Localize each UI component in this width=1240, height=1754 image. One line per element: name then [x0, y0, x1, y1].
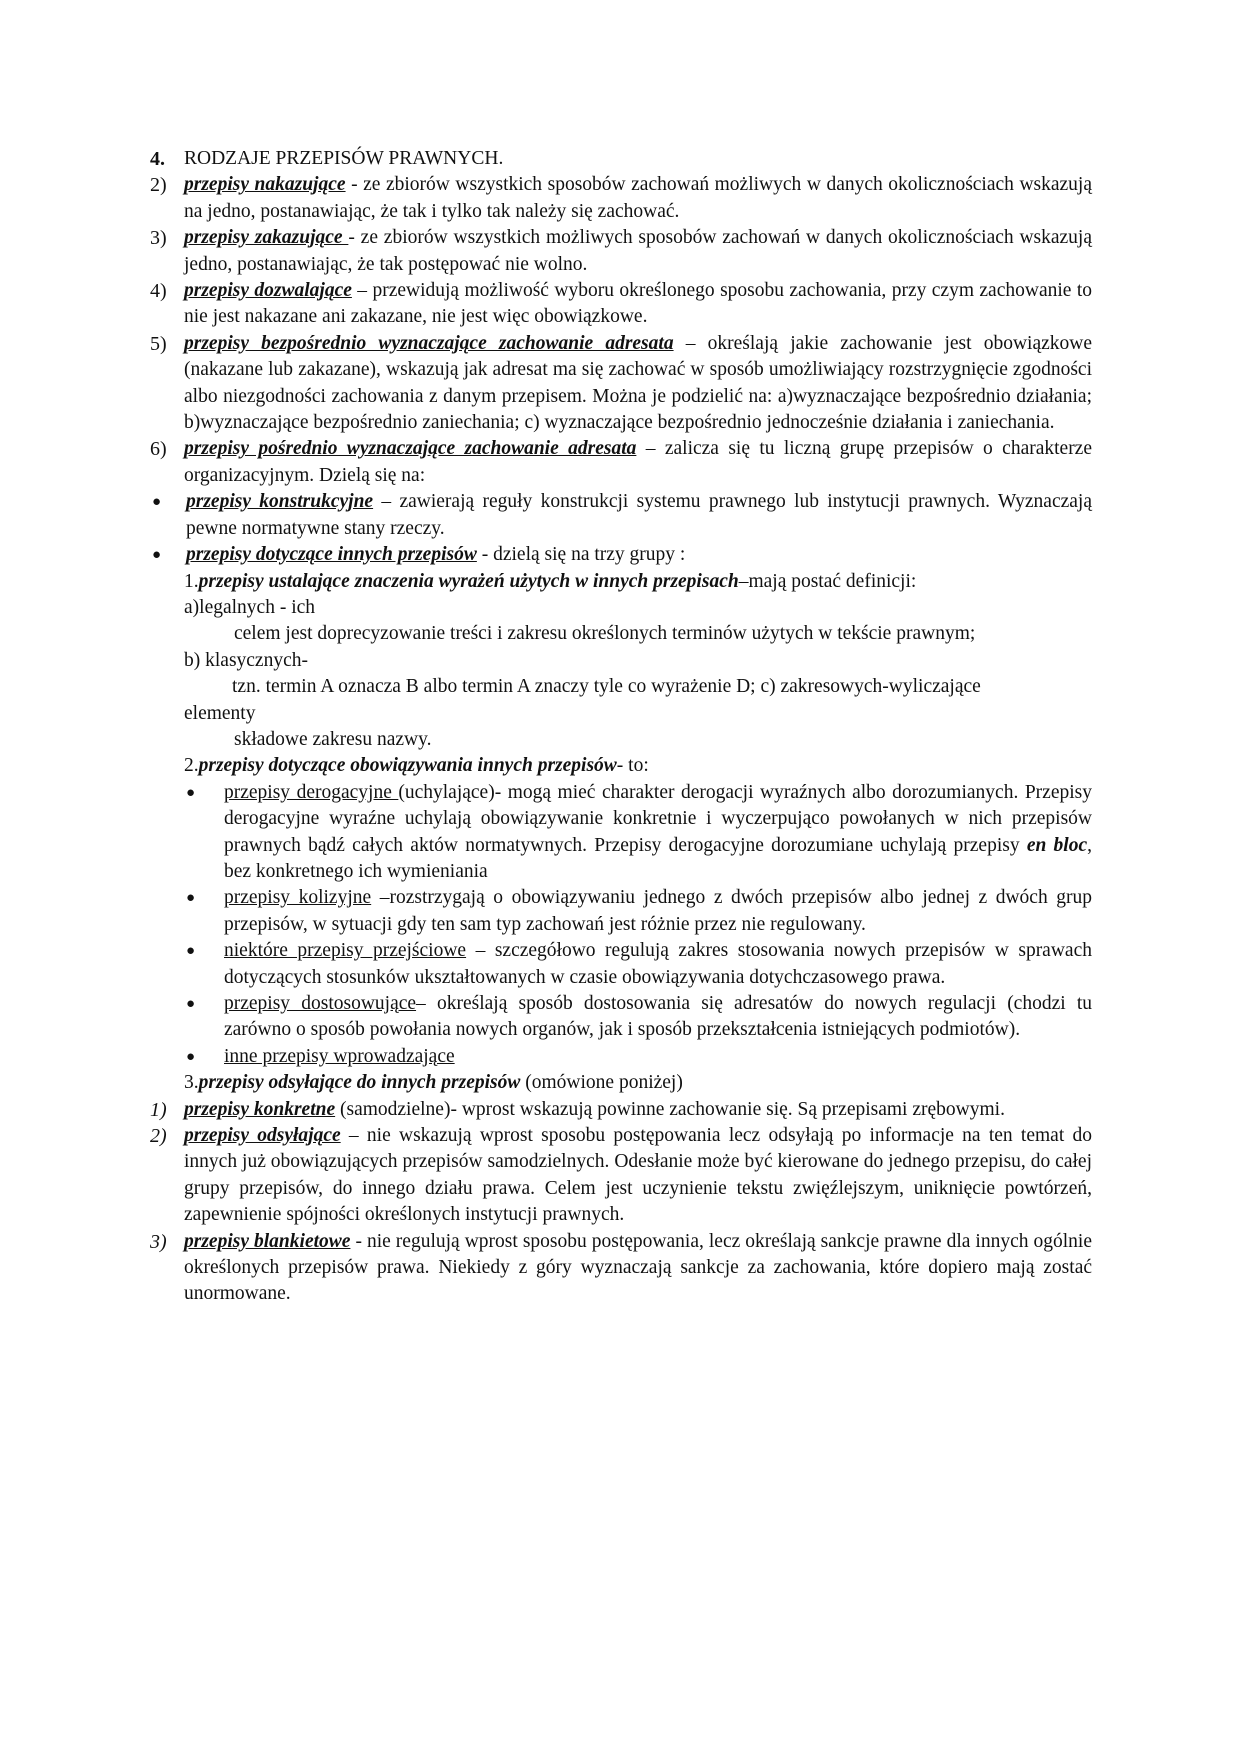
- sub-bullet-item: [184, 938, 1092, 991]
- item-number: 3): [150, 1230, 167, 1253]
- list-item: [150, 172, 1092, 225]
- item-text: – określają jakie zachowanie jest obowiązkowe (nakazane lub zakazane), wskazują jak adresat ma się zachować w sposób umożliwiający rozstrzygnięcie zgodności albo niezgodności zachowania z danym przepisem. Można je podzielić na: a)wyznaczające bezpośrednio działania; b)wyznaczające bezpośrednio zaniechania; c) wyznaczające bezpośrednio jednocześnie działania i zaniechania.: [184, 332, 1092, 434]
- bullet-tail: , bez konkretnego ich wymieniania: [224, 834, 1092, 882]
- bullet-item: [150, 542, 1092, 568]
- list-item: [150, 436, 1092, 489]
- bullet-text: –rozstrzygają o obowiązywaniu jednego z dwóch przepisów albo jednej z dwóch grup przepisów, w sytuacji gdy ten sam typ zachowań jest różnie przez nie regulowany.: [224, 887, 1092, 935]
- list-item: [150, 225, 1092, 278]
- list-item: [150, 1229, 1092, 1308]
- bullet-icon: ●: [152, 494, 162, 511]
- definition-line: elementy: [184, 702, 256, 724]
- group-3-term: przepisy odsyłające do innych przepisów: [198, 1072, 521, 1094]
- bullet-term: niektóre przepisy przejściowe: [224, 940, 467, 962]
- bullet-item: [150, 489, 1092, 542]
- item-text: (samodzielne)- wprost wskazują powinne zachowanie się. Są przepisami zrębowymi.: [335, 1098, 1005, 1120]
- group-3: [184, 1070, 1092, 1096]
- item-number: 1): [150, 1098, 167, 1121]
- group-1-term: przepisy ustalające znaczenia wyrażeń użytych w innych przepisach: [198, 570, 739, 592]
- definition-line: b) klasycznych-: [184, 649, 308, 671]
- list-item: [150, 278, 1092, 331]
- bullet-term: przepisy derogacyjne: [224, 781, 399, 803]
- document-content: [150, 146, 1092, 1308]
- item-number: 2): [150, 1125, 167, 1148]
- bullet-icon: ●: [186, 996, 196, 1012]
- definition-line: tzn. termin A oznacza B albo termin A znaczy tyle co wyrażenie D; c) zakresowych-wyliczające: [232, 676, 981, 698]
- bullet-text: – szczegółowo regulują zakres stosowania nowych przepisów w sprawach dotyczących stosunków ukształtowanych w czasie obowiązywania dotychczasowego prawa.: [224, 940, 1092, 988]
- bullet-term: przepisy kolizyjne: [224, 887, 372, 909]
- item-text: - nie regulują wprost sposobu postępowania, lecz określają sankcje prawne dla innych ogólnie określonych przepisów prawa. Niekiedy z góry wyznaczają sankcje za zachowania, które dopiero mają zostać unormowane.: [184, 1230, 1092, 1305]
- item-term: przepisy pośrednio wyznaczające zachowanie adresata: [184, 438, 637, 460]
- definition-line: a)legalnych - ich: [184, 596, 316, 618]
- group-1: [184, 569, 1092, 754]
- bullet-text: (uchylające)- mogą mieć charakter derogacji wyraźnych albo dorozumianych. Przepisy derogacyjne wyraźne uchylają obowiązywanie konkretnie i wyczerpująco powołanych w nich przepisów prawnych bądź całych aktów normatywnych. Przepisy derogacyjne dorozumiane uchylają przepisy: [224, 781, 1092, 856]
- bullet-text: – zawierają reguły konstrukcji systemu prawnego lub instytucji prawnych. Wyznaczają pewne normatywne stany rzeczy.: [186, 491, 1092, 539]
- sub-bullet-item: [184, 1044, 1092, 1070]
- definition-line: składowe zakresu nazwy.: [234, 728, 432, 750]
- item-term: przepisy bezpośrednio wyznaczające zachowanie adresata: [184, 332, 674, 354]
- group-2-term: przepisy dotyczące obowiązywania innych przepisów: [198, 755, 617, 777]
- heading-text: RODZAJE PRZEPISÓW PRAWNYCH.: [184, 148, 504, 169]
- bullet-icon: ●: [186, 890, 196, 907]
- item-term: przepisy nakazujące: [184, 174, 346, 196]
- bullet-icon: ●: [186, 784, 196, 801]
- section-heading: [150, 146, 1092, 172]
- bullet-term: przepisy dostosowujące: [224, 993, 417, 1014]
- item-term: przepisy odsyłające: [184, 1125, 341, 1147]
- list-item: [150, 331, 1092, 437]
- sub-bullet-item: [184, 885, 1092, 938]
- item-text: - ze zbiorów wszystkich możliwych sposobów zachowań w danych okolicznościach wskazują jedno, postanawiając, że tak postępować nie wolno.: [184, 227, 1093, 275]
- group-3-lead: 3.przepisy odsyłające do innych przepisów (omówione poniżej): [184, 1072, 683, 1094]
- bullet-icon: ●: [186, 943, 196, 960]
- item-text: – zalicza się tu liczną grupę przepisów o charakterze organizacyjnym. Dzielą się na:: [184, 438, 1092, 486]
- heading-number: 4.: [150, 148, 165, 170]
- group-2-lead: 2.przepisy dotyczące obowiązywania innych przepisów- to:: [184, 755, 649, 777]
- list-item: [150, 1097, 1092, 1123]
- bullet-term: przepisy konstrukcyjne: [186, 491, 374, 513]
- item-text: - ze zbiorów wszystkich sposobów zachowań możliwych w danych okolicznościach wskazują na jedno, postanawiając, że tak i tylko tak należy się zachować.: [184, 174, 1093, 222]
- item-number: 2): [150, 174, 167, 197]
- item-number: 5): [150, 332, 167, 355]
- bullet-term: przepisy dotyczące innych przepisów: [186, 544, 477, 566]
- item-term: przepisy konkretne: [184, 1098, 336, 1120]
- bullet-icon: ●: [186, 1048, 196, 1065]
- item-text: – nie wskazują wprost sposobu postępowania lecz odsyłają po informacje na ten temat do innych już obowiązujących przepisów samodzielnych. Odesłanie może być kierowane do jednego przepisu, do całej grupy przepisów, do innego działu prawa. Celem jest uczynienie tekstu zwięźlejszym, uniknięcie powtórzeń, zapewnienie spójności określonych instytucji prawnych.: [184, 1125, 1092, 1226]
- sub-bullet-item: [184, 780, 1092, 886]
- item-term: przepisy zakazujące: [184, 227, 349, 249]
- bullet-italic: en bloc: [1026, 834, 1088, 856]
- item-term: przepisy blankietowe: [184, 1230, 351, 1252]
- item-number: 4): [150, 280, 167, 303]
- group-2: [184, 753, 1092, 779]
- item-number: 3): [150, 227, 167, 250]
- list-item: [150, 1123, 1092, 1229]
- bullet-text: - dzielą się na trzy grupy :: [476, 544, 686, 566]
- item-term: przepisy dozwalające: [184, 280, 352, 302]
- bullet-text: – określają sposób dostosowania się adresatów do nowych regulacji (chodzi tu zarówno o sposób powołania nowych organów, jak i sposób przekształcenia istniejących podmiotów).: [224, 993, 1092, 1041]
- group-1-lead: 1.przepisy ustalające znaczenia wyrażeń użytych w innych przepisach–mają postać definicji:: [184, 570, 917, 592]
- bullet-term: inne przepisy wprowadzające: [224, 1045, 455, 1067]
- item-number: 6): [150, 438, 167, 461]
- sub-bullet-item: [184, 991, 1092, 1044]
- item-text: – przewidują możliwość wyboru określonego sposobu zachowania, przy czym zachowanie to nie jest nakazane ani zakazane, nie jest więc obowiązkowe.: [184, 280, 1092, 328]
- definition-line: celem jest doprecyzowanie treści i zakresu określonych terminów użytych w tekście prawnym;: [234, 623, 976, 645]
- bullet-icon: ●: [152, 547, 162, 564]
- group-2-bullets: [184, 780, 1092, 1070]
